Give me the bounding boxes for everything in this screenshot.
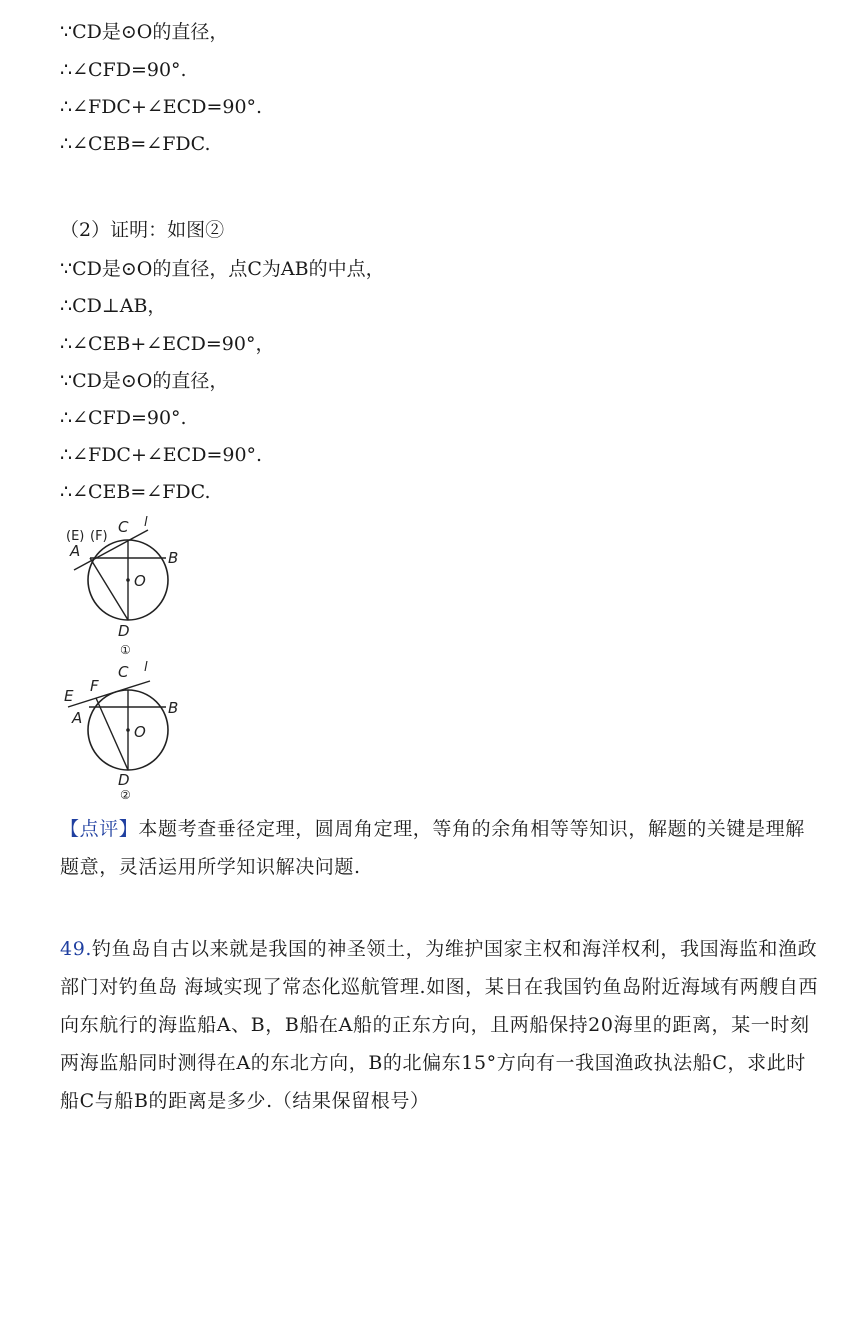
part1-line-2: ∴∠CFD=90°. — [60, 59, 187, 81]
comment-paragraph — [60, 810, 820, 886]
figure-2-label-d: D — [118, 771, 130, 789]
part1-line-4: ∴∠CEB=∠FDC. — [60, 133, 211, 155]
part2-line-4: ∵CD是⊙O的直径， — [60, 370, 229, 392]
figure-2-label-e: E — [64, 687, 74, 705]
figure-1-label-l: l — [144, 515, 148, 530]
figure-1-center-dot — [126, 578, 130, 582]
figure-1-segment-ad — [90, 558, 128, 620]
figure-1-label-a: A — [70, 542, 81, 560]
figure-2 — [60, 655, 200, 805]
part2-line-7: ∴∠CEB=∠FDC. — [60, 481, 211, 503]
part2-line-2: ∴CD⊥AB， — [60, 295, 167, 317]
figure-1-label-f: (F) — [90, 529, 108, 544]
figure-1-label-b: B — [168, 549, 179, 567]
part2-line-5: ∴∠CFD=90°. — [60, 407, 187, 429]
figure-2-label-f: F — [90, 677, 99, 695]
part2-line-1: ∵CD是⊙O的直径，点C为AB的中点， — [60, 258, 385, 280]
figure-2-label-b: B — [168, 699, 179, 717]
part2-line-6: ∴∠FDC+∠ECD=90°. — [60, 444, 263, 466]
figure-1-caption: ① — [120, 643, 131, 657]
figure-2-line-l — [68, 681, 150, 707]
figure-2-label-a: A — [72, 709, 83, 727]
figure-2-center-dot — [126, 728, 130, 732]
problem-49-text: 钓鱼岛自古以来就是我国的神圣领土，为维护国家主权和海洋权利，我国海监和渔政部门对钓鱼岛 海域实现了常态化巡航管理.如图，某日在我国钓鱼岛附近海域有两艘自西向东航行的海监船A、B，B船在A船的正东方向，且两船保持20海里的距离，某一时刻两海监船同时测得在A的东北方向，B的北偏东15°方向有一我国渔政执法船C，求此时船C与船B的距离是多少.（结果保留根号） — [60, 938, 819, 1112]
figure-2-caption: ② — [120, 788, 131, 802]
figure-1-label-d: D — [118, 622, 130, 640]
problem-49-number: 49. — [60, 938, 93, 960]
figure-2-label-c: C — [118, 663, 129, 681]
part2-line-3: ∴∠CEB+∠ECD=90°， — [60, 333, 275, 355]
figure-1-label-o: O — [134, 572, 146, 590]
figure-1-label-e: (E) — [66, 529, 85, 544]
figure-1 — [60, 510, 200, 660]
part1-line-3: ∴∠FDC+∠ECD=90°. — [60, 96, 263, 118]
figure-1-label-c: C — [118, 518, 129, 536]
part1-line-1: ∵CD是⊙O的直径， — [60, 21, 229, 43]
figure-1-line-l — [74, 530, 148, 570]
comment-text: 本题考查垂径定理，圆周角定理，等角的余角相等等知识，解题的关键是理解题意，灵活运用所学知识解决问题. — [60, 818, 805, 878]
figure-2-label-l: l — [144, 660, 148, 675]
problem-49 — [60, 930, 820, 1120]
part2-heading: （2）证明：如图② — [60, 219, 225, 241]
comment-tag: 【点评】 — [60, 818, 139, 840]
figure-2-label-o: O — [134, 723, 146, 741]
